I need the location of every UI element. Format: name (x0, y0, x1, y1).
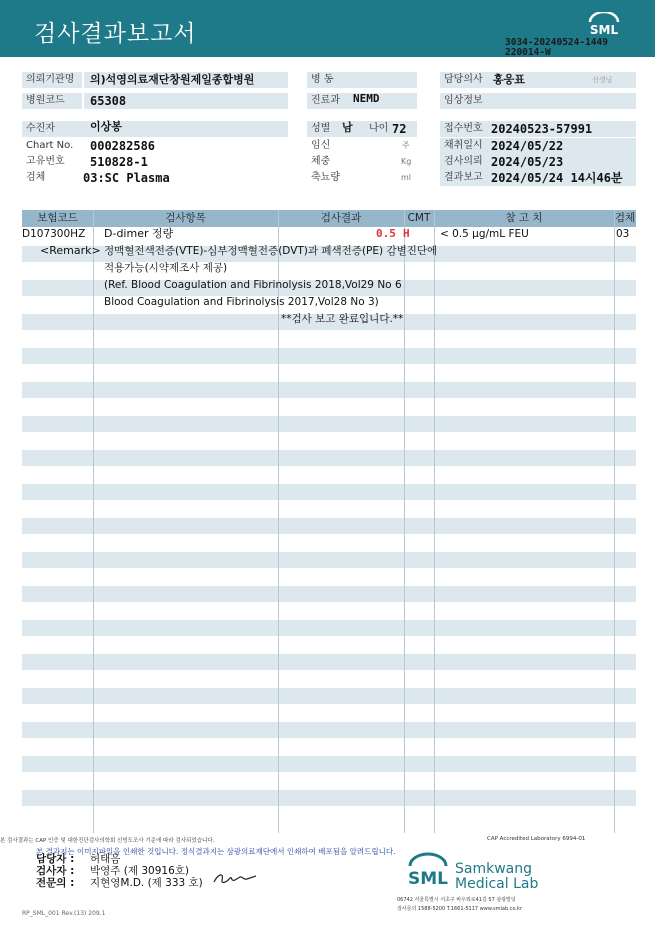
hospital-code-value: 65308 (90, 94, 127, 108)
col-divider (614, 210, 615, 833)
document-number: RP_SML_001 Rev.(13) 209.1 (22, 910, 106, 917)
sml-logo-icon (586, 12, 622, 40)
table-stripe (22, 382, 636, 398)
age-value: 72 (392, 122, 407, 136)
reported-label: 결과보고 (440, 170, 636, 186)
pregnancy-label: 임신 (311, 140, 331, 151)
col-divider (404, 210, 405, 833)
signature-icon (212, 868, 258, 888)
lab-name-line1: Samkwang (455, 861, 532, 877)
institution-label: 의뢰기관명 (22, 72, 82, 88)
table-stripe (22, 484, 636, 500)
id-label: 고유번호 (26, 156, 65, 167)
manager-label: 담당자 : (36, 853, 75, 865)
requested-value: 2024/05/23 (491, 155, 564, 169)
chart-label: Chart No. (26, 140, 74, 151)
institution-value: 의)석영의료재단창원제일종합병원 (90, 73, 255, 86)
col-header-specimen: 검체 (614, 210, 636, 227)
collected-value: 2024/05/22 (491, 139, 564, 153)
specialist-label: 전문의 : (36, 877, 75, 889)
specimen-label: 검체 (26, 172, 46, 183)
header-logo-text: SML (589, 23, 619, 37)
row-specimen: 03 (616, 228, 630, 240)
receipt-value: 20240523-57991 (491, 122, 593, 136)
print-notice: 본 결과지는 이미지파일을 인쇄한 것입니다. 정식결과지는 삼광의료재단에서 인쇄하여 배포됨을 알려드립니다. (36, 847, 396, 856)
table-stripe (22, 552, 636, 568)
report-title: 검사결과보고서 (34, 21, 197, 47)
table-stripe (22, 586, 636, 602)
dept-value: NEMD (353, 92, 380, 105)
requested-label: 검사의뢰 (440, 154, 636, 170)
col-header-item: 검사항목 (93, 210, 278, 227)
col-header-cmt: CMT (404, 210, 434, 227)
fine-print: 본 검사결과는 CAP 인증 및 대한진단검사의학회 신빙도조사 기준에 따라 검사되었습니다. (0, 838, 215, 844)
clinical-label: 임상정보 (440, 93, 636, 109)
reported-value: 2024/05/24 14시46분 (491, 171, 623, 185)
table-stripe (22, 722, 636, 738)
table-stripe (22, 654, 636, 670)
col-header-code: 보험코드 (22, 210, 93, 227)
lab-name-line2: Medical Lab (455, 876, 539, 892)
doctor-suffix: 선생님 (592, 76, 613, 84)
age-label: 나이 (369, 123, 389, 134)
dept-label: 진료과 (307, 93, 417, 109)
remark-line: Blood Coagulation and Fibrinolysis 2017,Vol28 No 3) (104, 296, 379, 308)
col-divider (434, 210, 435, 833)
row-reference: < 0.5 μg/mL FEU (440, 228, 529, 240)
specimen-value: 03:SC Plasma (83, 171, 170, 185)
col-divider (93, 210, 94, 833)
doctor-label: 담당의사 (440, 72, 636, 88)
table-stripe (22, 756, 636, 772)
lab-contact: 검사문의 1588-5200 T.1661-5117 www.smlab.co.kr (397, 906, 522, 912)
urine-unit: ml (401, 173, 412, 182)
table-stripe (22, 416, 636, 432)
table-stripe (22, 450, 636, 466)
sex-value: 남 (342, 121, 353, 134)
doctor-value: 홍웅표 (493, 73, 525, 86)
lab-address: 06742 서울특별시 서초구 바우뫼로41길 57 삼광빌딩 (397, 897, 516, 903)
table-stripe (22, 688, 636, 704)
weight-label: 체중 (311, 156, 331, 167)
report-complete: **검사 보고 완료입니다.** (281, 313, 404, 325)
tester-label: 검사자 : (36, 865, 75, 877)
hospital-code-label: 병원코드 (22, 93, 82, 109)
report-code-line2: 220014-W (505, 47, 551, 58)
svg-text:SML: SML (408, 869, 448, 889)
row-item: D-dimer 정량 (104, 227, 174, 240)
sml-lab-logo-icon (404, 850, 452, 892)
urine-label: 축뇨량 (311, 172, 340, 183)
patient-label: 수진자 (22, 121, 288, 137)
cap-accreditation: CAP Accredited Laboratory 6994-01 (487, 836, 586, 842)
manager-value: 허태음 (90, 853, 121, 865)
row-flag: H (403, 227, 410, 240)
chart-value: 000282586 (90, 139, 156, 153)
report-code (505, 38, 608, 58)
col-header-reference: 참 고 치 (434, 210, 614, 227)
receipt-label: 접수번호 (440, 121, 636, 137)
remark-label: <Remark> (40, 244, 101, 257)
specialist-value: 지현영M.D. (제 333 호) (90, 877, 203, 889)
remark-line: 정맥혈전색전증(VTE)-심부정맥혈전증(DVT)과 폐색전증(PE) 감별진단에 (104, 245, 438, 257)
patient-value: 이상봉 (90, 120, 122, 133)
report-code-line1: 3034-20240524-1449 (505, 37, 608, 48)
pregnancy-unit: 주 (402, 141, 410, 150)
remark-line: (Ref. Blood Coagulation and Fibrinolysis 2018,Vol29 No 6 (104, 279, 402, 291)
remark-line: 적용가능(시약제조사 제공) (104, 262, 228, 274)
sex-label: 성별 (307, 121, 417, 137)
row-code: D107300HZ (22, 228, 86, 240)
collected-label: 채취일시 (440, 138, 636, 154)
table-stripe (22, 348, 636, 364)
tester-value: 박영주 (제 30916호) (90, 865, 189, 877)
row-result: 0.5 (376, 227, 396, 240)
table-stripe (22, 790, 636, 806)
ward-label: 병 동 (307, 72, 417, 88)
table-stripe (22, 518, 636, 534)
weight-unit: Kg (401, 157, 412, 166)
table-stripe (22, 620, 636, 636)
id-value: 510828-1 (90, 155, 148, 169)
col-header-result: 검사결과 (278, 210, 404, 227)
